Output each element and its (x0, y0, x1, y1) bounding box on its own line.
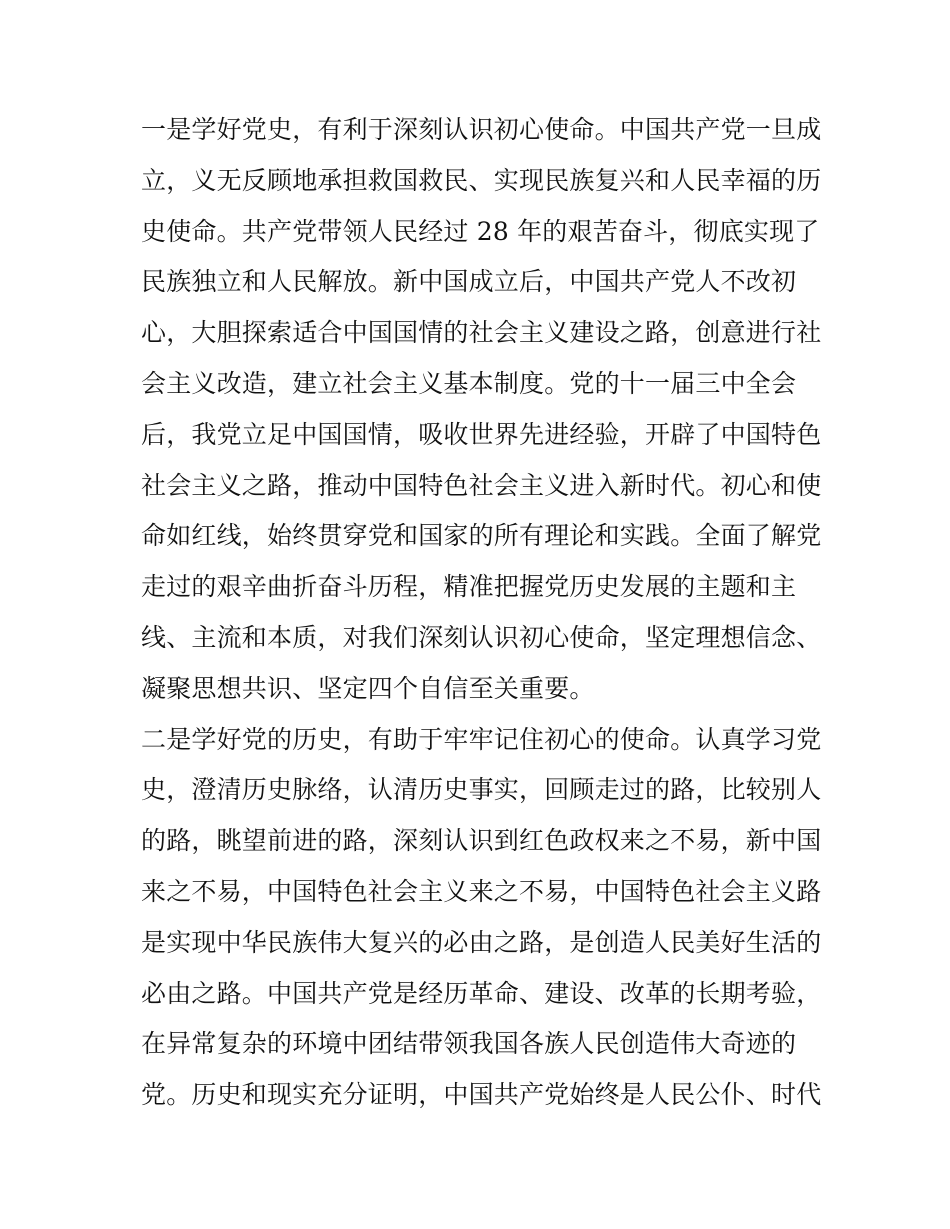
text-line-20: 党。历史和现实充分证明，中国共产党始终是人民公仆、时代 (141, 1080, 822, 1110)
text-line-11: 线、主流和本质，对我们深刻认识初心使命，坚定理想信念、 (141, 622, 822, 652)
text-line-9: 命如红线，始终贯穿党和国家的所有理论和实践。全面了解党 (141, 521, 822, 551)
text-line-12: 凝聚思想共识、坚定四个自信至关重要。 (141, 673, 595, 703)
document-body (141, 105, 821, 1121)
text-line-1: 一是学好党史，有利于深刻认识初心使命。中国共产党一旦成 (141, 115, 822, 144)
text-line-10: 走过的艰辛曲折奋斗历程，精准把握党历史发展的主题和主 (141, 572, 797, 602)
text-line-3: 史使命。共产党带领人民经过 28 年的艰苦奋斗，彻底实现了 (141, 216, 820, 246)
text-line-13: 二是学好党的历史，有助于牢牢记住初心的使命。认真学习党 (141, 724, 822, 754)
text-line-15: 的路，眺望前进的路，深刻认识到红色政权来之不易，新中国 (141, 826, 822, 856)
text-line-8: 社会主义之路，推动中国特色社会主义进入新时代。初心和使 (141, 470, 822, 500)
text-line-19: 在异常复杂的环境中团结带领我国各族人民创造伟大奇迹的 (141, 1029, 797, 1059)
text-line-16: 来之不易，中国特色社会主义来之不易，中国特色社会主义路 (141, 876, 822, 906)
text-line-2: 立，义无反顾地承担救国救民、实现民族复兴和人民幸福的历 (141, 165, 822, 195)
text-line-5: 心，大胆探索适合中国国情的社会主义建设之路，创意进行社 (141, 318, 822, 348)
text-line-7: 后，我党立足中国国情，吸收世界先进经验，开辟了中国特色 (141, 419, 822, 449)
text-line-17: 是实现中华民族伟大复兴的必由之路，是创造人民美好生活的 (141, 927, 822, 957)
text-line-18: 必由之路。中国共产党是经历革命、建设、改革的长期考验， (141, 978, 822, 1008)
text-line-14: 史，澄清历史脉络，认清历史事实，回顾走过的路，比较别人 (141, 775, 822, 805)
text-line-6: 会主义改造，建立社会主义基本制度。党的十一届三中全会 (141, 368, 797, 398)
text-line-4: 民族独立和人民解放。新中国成立后，中国共产党人不改初 (141, 267, 797, 297)
